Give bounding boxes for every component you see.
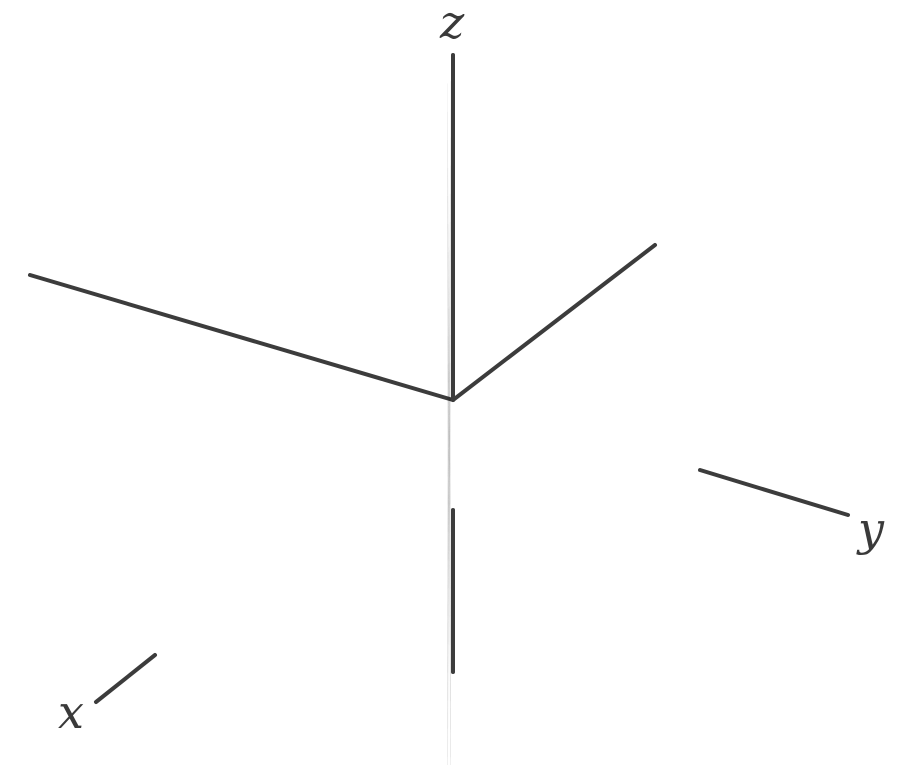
axes-front: [96, 470, 848, 702]
x-axis-back: [30, 275, 453, 400]
saddle-surface: [448, 81, 451, 765]
y-axis-back: [453, 245, 655, 400]
y-axis-front: [700, 470, 848, 515]
z-axis-label: z: [440, 0, 465, 49]
surface-boundary: [448, 81, 451, 765]
y-axis-label: y: [858, 502, 884, 556]
x-axis-label: x: [58, 685, 84, 739]
x-axis-front: [96, 655, 155, 702]
axes-back: [30, 55, 655, 400]
